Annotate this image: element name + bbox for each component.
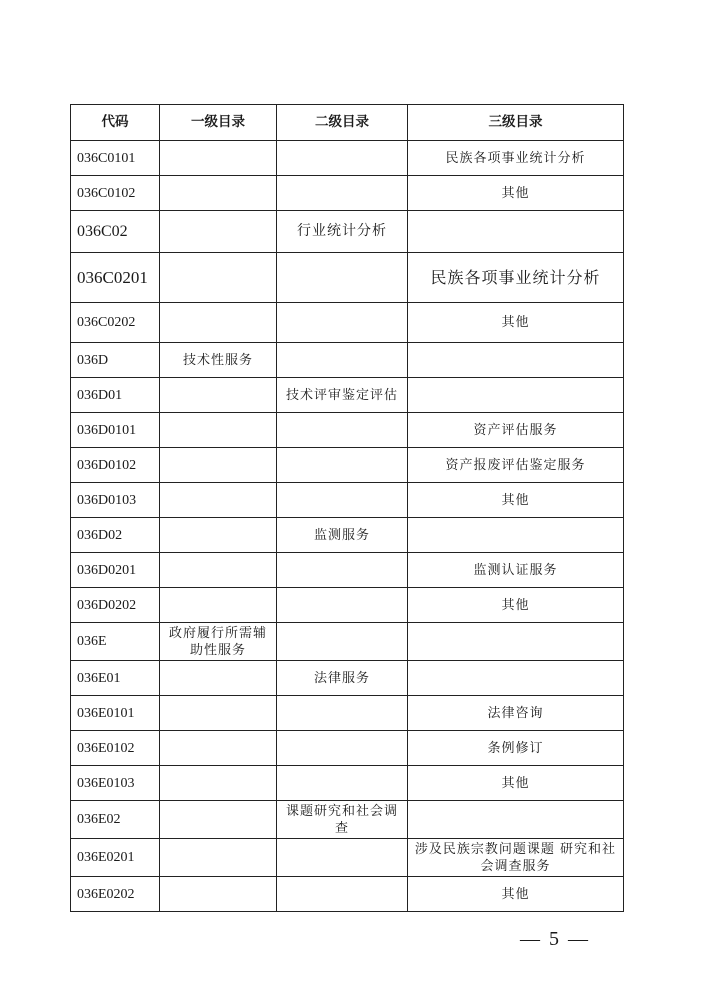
level3-cell: 民族各项事业统计分析 xyxy=(408,141,624,176)
table-row xyxy=(71,877,624,912)
table-row xyxy=(71,553,624,588)
table-row xyxy=(71,731,624,766)
level3-cell xyxy=(408,801,624,839)
level3-cell xyxy=(408,211,624,253)
level1-cell xyxy=(160,448,277,483)
level3-cell: 其他 xyxy=(408,877,624,912)
table-row xyxy=(71,378,624,413)
table-row xyxy=(71,661,624,696)
level3-cell xyxy=(408,343,624,378)
level3-cell: 其他 xyxy=(408,588,624,623)
level2-cell xyxy=(277,839,408,877)
code-cell: 036E02 xyxy=(71,801,160,839)
level2-cell xyxy=(277,731,408,766)
level2-cell: 法律服务 xyxy=(277,661,408,696)
table-header-row xyxy=(71,105,624,141)
code-cell: 036C02 xyxy=(71,211,160,253)
code-cell: 036D0201 xyxy=(71,553,160,588)
code-cell: 036E xyxy=(71,623,160,661)
level1-cell: 政府履行所需辅助性服务 xyxy=(160,623,277,661)
level3-cell xyxy=(408,623,624,661)
level3-cell: 其他 xyxy=(408,766,624,801)
header-code: 代码 xyxy=(71,105,160,141)
table-row xyxy=(71,253,624,303)
level2-cell xyxy=(277,141,408,176)
level1-cell xyxy=(160,413,277,448)
level2-cell xyxy=(277,303,408,343)
table-row xyxy=(71,343,624,378)
code-cell: 036E0202 xyxy=(71,877,160,912)
code-cell: 036E0201 xyxy=(71,839,160,877)
level3-cell: 法律咨询 xyxy=(408,696,624,731)
code-cell: 036C0102 xyxy=(71,176,160,211)
level1-cell: 技术性服务 xyxy=(160,343,277,378)
code-cell: 036D01 xyxy=(71,378,160,413)
level3-cell xyxy=(408,518,624,553)
table-row xyxy=(71,448,624,483)
level2-cell xyxy=(277,877,408,912)
code-cell: 036D0101 xyxy=(71,413,160,448)
level1-cell xyxy=(160,176,277,211)
code-cell: 036D02 xyxy=(71,518,160,553)
code-cell: 036E01 xyxy=(71,661,160,696)
level2-cell: 课题研究和社会调查 xyxy=(277,801,408,839)
level2-cell: 技术评审鉴定评估 xyxy=(277,378,408,413)
code-cell: 036D0102 xyxy=(71,448,160,483)
level1-cell xyxy=(160,588,277,623)
level2-cell xyxy=(277,696,408,731)
level1-cell xyxy=(160,378,277,413)
level3-cell: 其他 xyxy=(408,176,624,211)
level2-cell xyxy=(277,553,408,588)
table-row xyxy=(71,588,624,623)
catalog-table xyxy=(70,104,624,912)
level3-cell: 资产评估服务 xyxy=(408,413,624,448)
level1-cell xyxy=(160,483,277,518)
page-number: — 5 — xyxy=(520,928,590,950)
table-row xyxy=(71,141,624,176)
table-row xyxy=(71,211,624,253)
table-row xyxy=(71,623,624,661)
code-cell: 036E0101 xyxy=(71,696,160,731)
level3-cell: 其他 xyxy=(408,303,624,343)
level1-cell xyxy=(160,877,277,912)
level1-cell xyxy=(160,766,277,801)
level2-cell xyxy=(277,483,408,518)
level3-cell: 条例修订 xyxy=(408,731,624,766)
table-row xyxy=(71,766,624,801)
header-level1: 一级目录 xyxy=(160,105,277,141)
level1-cell xyxy=(160,839,277,877)
code-cell: 036D0103 xyxy=(71,483,160,518)
level2-cell xyxy=(277,253,408,303)
code-cell: 036C0101 xyxy=(71,141,160,176)
level2-cell xyxy=(277,448,408,483)
table-row xyxy=(71,518,624,553)
level1-cell xyxy=(160,211,277,253)
level1-cell xyxy=(160,553,277,588)
level1-cell xyxy=(160,253,277,303)
level3-cell: 民族各项事业统计分析 xyxy=(408,253,624,303)
level2-cell xyxy=(277,588,408,623)
level2-cell xyxy=(277,343,408,378)
table-row xyxy=(71,696,624,731)
level3-cell xyxy=(408,378,624,413)
table-row xyxy=(71,303,624,343)
level2-cell xyxy=(277,623,408,661)
code-cell: 036C0202 xyxy=(71,303,160,343)
level1-cell xyxy=(160,518,277,553)
level3-cell: 涉及民族宗教问题课题 研究和社会调查服务 xyxy=(408,839,624,877)
table-row xyxy=(71,413,624,448)
level1-cell xyxy=(160,801,277,839)
level2-cell: 监测服务 xyxy=(277,518,408,553)
level2-cell xyxy=(277,413,408,448)
level1-cell xyxy=(160,731,277,766)
level2-cell xyxy=(277,176,408,211)
level1-cell xyxy=(160,696,277,731)
code-cell: 036E0103 xyxy=(71,766,160,801)
header-level2: 二级目录 xyxy=(277,105,408,141)
header-level3: 三级目录 xyxy=(408,105,624,141)
code-cell: 036C0201 xyxy=(71,253,160,303)
level3-cell: 其他 xyxy=(408,483,624,518)
level1-cell xyxy=(160,303,277,343)
level2-cell: 行业统计分析 xyxy=(277,211,408,253)
level3-cell: 监测认证服务 xyxy=(408,553,624,588)
code-cell: 036E0102 xyxy=(71,731,160,766)
code-cell: 036D0202 xyxy=(71,588,160,623)
level2-cell xyxy=(277,766,408,801)
level3-cell: 资产报废评估鉴定服务 xyxy=(408,448,624,483)
table-row xyxy=(71,801,624,839)
level1-cell xyxy=(160,661,277,696)
code-cell: 036D xyxy=(71,343,160,378)
level3-cell xyxy=(408,661,624,696)
table-row xyxy=(71,176,624,211)
level1-cell xyxy=(160,141,277,176)
table-row xyxy=(71,839,624,877)
table-row xyxy=(71,483,624,518)
